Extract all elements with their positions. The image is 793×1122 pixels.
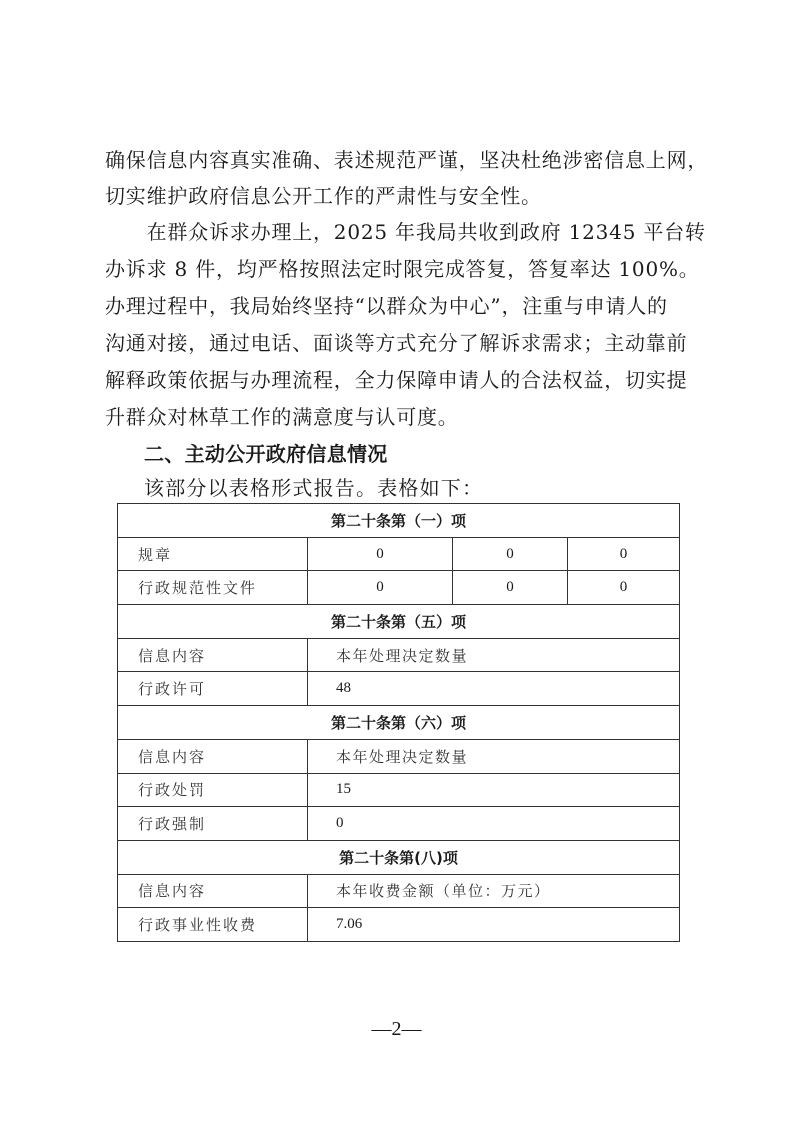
- row-value: 0: [568, 571, 680, 605]
- row-value: 0: [308, 807, 680, 841]
- table-header-row: [118, 874, 680, 908]
- header-label: 信息内容: [118, 874, 308, 908]
- row-value: 0: [308, 571, 453, 605]
- table-row: [118, 908, 680, 942]
- paragraph-line: 办诉求 8 件，均严格按照法定时限完成答复，答复率达 100%。: [105, 257, 700, 281]
- row-label: 行政强制: [118, 807, 308, 841]
- table-header-row: [118, 638, 680, 672]
- row-label: 规章: [118, 537, 308, 571]
- table-intro: 该部分以表格形式报告。表格如下：: [144, 476, 484, 500]
- section-row: [118, 605, 680, 639]
- row-label: 行政事业性收费: [118, 908, 308, 942]
- paragraph-line: 确保信息内容真实准确、表述规范严谨，坚决杜绝涉密信息上网，: [105, 148, 709, 172]
- row-value: 48: [308, 672, 680, 706]
- row-value: 0: [453, 571, 568, 605]
- page-number: —2—: [371, 1018, 422, 1040]
- section-title: 第二十条第(八)项: [118, 840, 680, 874]
- section-row: [118, 504, 680, 538]
- section-row: [118, 840, 680, 874]
- table-row: [118, 773, 680, 807]
- row-label: 行政规范性文件: [118, 571, 308, 605]
- paragraph-line: 切实维护政府信息公开工作的严肃性与安全性。: [105, 184, 542, 208]
- row-label: 行政许可: [118, 672, 308, 706]
- header-value: 本年收费金额（单位：万元）: [308, 874, 680, 908]
- section-heading: 二、主动公开政府信息情况: [144, 442, 388, 466]
- row-value: 0: [308, 537, 453, 571]
- paragraph-line: 办理过程中，我局始终坚持“以群众为中心”，注重与申请人的: [105, 294, 668, 318]
- section-title: 第二十条第（六）项: [118, 706, 680, 740]
- paragraph-line: 在群众诉求办理上，2025 年我局共收到政府 12345 平台转: [105, 220, 706, 244]
- row-value: 7.06: [308, 908, 680, 942]
- table-row: [118, 807, 680, 841]
- table-row: [118, 571, 680, 605]
- section-title: 第二十条第（五）项: [118, 605, 680, 639]
- row-value: 0: [568, 537, 680, 571]
- table-header-row: [118, 739, 680, 773]
- header-label: 信息内容: [118, 638, 308, 672]
- paragraph-line: 解释政策依据与办理流程，全力保障申请人的合法权益，切实提: [105, 368, 688, 392]
- row-value: 0: [453, 537, 568, 571]
- paragraph-line: 升群众对林草工作的满意度与认可度。: [105, 405, 459, 429]
- section-row: [118, 706, 680, 740]
- header-value: 本年处理决定数量: [308, 638, 680, 672]
- paragraph-line: 沟通对接，通过电话、面谈等方式充分了解诉求需求；主动靠前: [105, 331, 688, 355]
- header-value: 本年处理决定数量: [308, 739, 680, 773]
- header-label: 信息内容: [118, 739, 308, 773]
- table-row: [118, 537, 680, 571]
- row-label: 行政处罚: [118, 773, 308, 807]
- section-title: 第二十条第（一）项: [118, 504, 680, 538]
- row-value: 15: [308, 773, 680, 807]
- table-row: [118, 672, 680, 706]
- info-table: [117, 503, 680, 942]
